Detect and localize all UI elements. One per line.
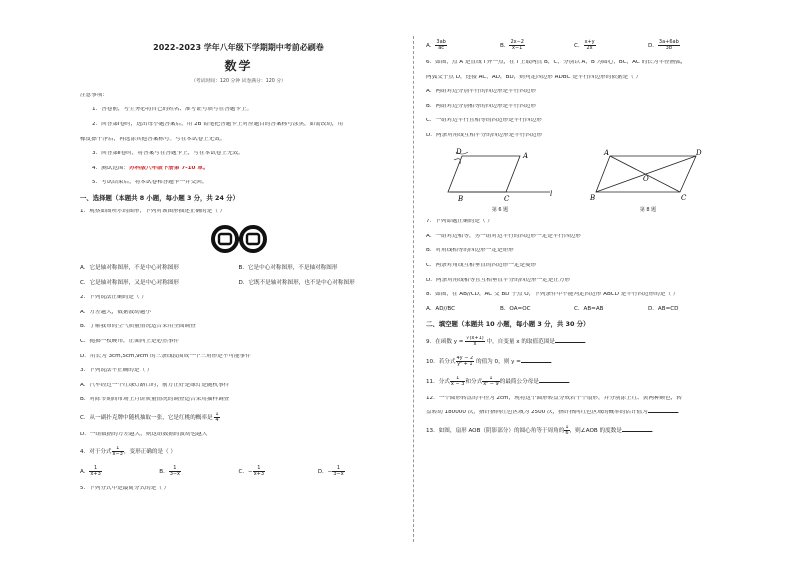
q11-num-2: 1 (482, 376, 500, 382)
q3-option-c-text: C．从一副扑克牌中随机抽取一张，它是红桃的概率是 (80, 414, 213, 421)
svg-text:l: l (550, 189, 553, 198)
note-1: 1．答卷前，考生务必将自己的姓名、准考证号填写在答题卡上。 (92, 107, 253, 113)
q4-option-a[interactable] (80, 466, 159, 477)
svg-text:D: D (696, 148, 702, 157)
q5-d-label: D． (648, 43, 658, 49)
q4-option-b[interactable] (159, 466, 238, 477)
q5-options (426, 40, 722, 51)
note-2: 2．回答第Ⅰ卷时，选出每小题答案后，用 2B 铅笔把答题卡上对应题目的答案标号涂黑，如需改动，用 (92, 121, 344, 127)
q4-d-num: 1 (332, 466, 344, 472)
q4-c-num: 1 (253, 466, 265, 472)
q7-option-b[interactable]: B．对角线相等的四边形一定是矩形 (426, 248, 514, 254)
q4-stem-pre: 4．对于分式 (80, 449, 112, 456)
q8-option-d[interactable]: D．AB=CD (648, 305, 679, 312)
q3-option-c[interactable] (80, 412, 397, 423)
q11-frac-2 (482, 376, 500, 387)
q5-a-frac (435, 40, 446, 51)
q4-b-frac (169, 466, 181, 477)
q4-option-c[interactable] (239, 466, 318, 477)
q5-d-num: 3a+6ab (658, 39, 679, 45)
q5-d-frac (658, 40, 680, 51)
q4-stem-den: x−3 (112, 451, 123, 458)
q12-line-1: 12．一个圆形转盘的半径为 2cm，现将这个圆形转盘分成若干个扇形，并分别涂上红、黄两种颜色，转 (426, 395, 682, 401)
q10-den: y² + 1 (457, 360, 473, 367)
q6-option-d[interactable]: D．两条对角线互相平分的四边形是平行四边形 (426, 132, 543, 138)
figure-6-caption: 第 6 题 (491, 207, 509, 214)
q4-stem (80, 446, 397, 457)
note-3: 3．回答第Ⅱ卷时，将答案写在答题卡上，写在本试卷上无效。 (92, 151, 244, 157)
section1-title: 一、选择题（本题共 8 小题，每小题 3 分，共 24 分） (80, 193, 239, 202)
q10-post: 的值为 0，则 y = (474, 358, 521, 365)
double-ring-logo-icon (210, 224, 268, 254)
q3-stem: 3．下列说法不正确的是（ ） (80, 368, 153, 374)
q11-post: 的最简公分母是 (499, 378, 539, 385)
q8-options (426, 307, 722, 313)
note-4-label: 4．测试范围： (92, 165, 130, 171)
q4-stem-num: 1 (112, 446, 124, 452)
q12-line-2-text: 盘转动 180000 次，指针指向红色区域为 2500 次，指针指向红色区域的概率的估计值为 (426, 410, 648, 416)
q9-pre: 9．在函数 y = (426, 338, 464, 345)
note-4 (80, 166, 397, 172)
q6-option-a[interactable]: A．两组对边分别平行的四边形是平行四边形 (426, 89, 537, 95)
q5-option-d[interactable] (648, 40, 722, 51)
q13-den: 6 (565, 429, 569, 436)
q5-stem: 5．下列分式中是最简分式的是（ ） (80, 486, 170, 492)
q4-a-num: 1 (89, 466, 101, 472)
q5-b-frac (509, 40, 525, 51)
q4-d-frac (332, 466, 344, 477)
note-2-cont: 橡皮擦干净后，再选涂其他答案标号。写在本试卷上无效。 (80, 136, 226, 142)
q1-option-b[interactable]: B．它是中心对称图形，不是轴对称图形 (238, 264, 338, 271)
q11-den-1: x − 3 (450, 380, 465, 387)
q8-option-c[interactable]: C．AB=AB (574, 305, 604, 312)
exam-title: 2022-2023 学年八年级下学期期中考前必刷卷 (153, 43, 324, 52)
exam-meta: （考试时间：120 分钟 试卷满分：120 分） (191, 79, 286, 84)
q7-option-c[interactable]: C．两条对角线互相垂直的四边形一定是菱形 (426, 262, 537, 268)
q10-pre: 10．若分式 (426, 358, 456, 365)
q3-option-d[interactable]: D．一组数据的方差越大，则这组数据的波动也越大 (80, 431, 208, 437)
q9-num: √(x+1) (466, 335, 484, 341)
test-range: 苏科版八年级下册第 7-10 章。 (129, 165, 209, 171)
q1-figure (80, 224, 397, 254)
q8-option-b[interactable]: B．OA=OC (500, 305, 531, 312)
q10-num: 4y − 2 (456, 355, 474, 361)
q13-post: ，则∠AOB 的度数是 (569, 427, 622, 434)
q4-option-d[interactable] (318, 466, 397, 477)
note-5: 5．考试结束后，将本试卷和答题卡一并交回。 (92, 180, 208, 186)
q4-stem-post: ，变形正确的是（ ） (123, 449, 176, 456)
right-column (426, 40, 722, 445)
q6-stem-2: 两弧交于点 D，连接 AC，AD，BD，则判定四边形 ADBC 是平行四边形的依据是（ ） (426, 74, 642, 80)
q5-c-label: C． (574, 43, 584, 49)
q4-c-frac (253, 466, 265, 477)
q5-b-den: x−1 (512, 45, 523, 51)
svg-text:A: A (604, 148, 610, 157)
q3-option-b[interactable]: B．对除节期间市场上月饼质量情况的调查适合采用抽样调查 (80, 397, 230, 403)
q8-stem: 8．如图，在 AB//CD，AC 交 BD 于点 O，下列条件中不能判定四边形 ABCD 是平行四边形的是（ ） (426, 292, 679, 298)
svg-text:C: C (681, 193, 687, 202)
q1-option-d[interactable]: D．它既不是轴对称图形，也不是中心对称图形 (238, 279, 355, 286)
subject-title: 数学 (224, 59, 253, 73)
q5-c-frac (584, 40, 596, 51)
q6-stem-1: 6．如图，点 A 是直线 l 外一点，在 l 上取两点 B，C，分别以 A，B 为圆心，BC，AC 的长为半径画弧， (426, 60, 687, 65)
q5-option-c[interactable] (574, 40, 648, 51)
q5-a-den: ac (438, 45, 445, 51)
q13-num: 1 (565, 424, 569, 430)
svg-text:C: C (504, 194, 510, 203)
q13-pre: 13．如图，扇形 AOB（阴影部分）的圆心角等于周角的 (426, 427, 565, 434)
q9-answer-blank[interactable] (555, 342, 585, 343)
q4-a-label: A． (80, 469, 90, 476)
svg-text:B: B (590, 193, 596, 202)
q11-frac-1 (450, 376, 466, 387)
q4-d-label: D．− (317, 469, 333, 476)
q1-stem: 1．观察如图所示的图形，下列对该图形描述正确的是（ ） (80, 209, 226, 215)
notes-heading: 注意事项： (80, 92, 108, 98)
q4-a-den: x+3 (90, 471, 101, 478)
q9-frac (465, 336, 484, 347)
q1-option-c[interactable]: C．它是轴对称图形，又是中心对称图形 (80, 279, 180, 286)
q2-option-a[interactable]: A．方差越大，数据波动越小 (80, 309, 151, 315)
q5-b-num: 2x−2 (510, 39, 524, 45)
section2-title: 二、填空题（本题共 10 小题，每小题 3 分，共 30 分） (426, 320, 590, 329)
q13-answer-blank[interactable] (622, 431, 652, 432)
q4-stem-fraction (112, 446, 124, 457)
q2-option-c[interactable]: C．抛掷一枚硬币，正面向上是必然事件 (80, 338, 180, 344)
q11-num-1: 1 (450, 376, 466, 382)
figure-8-caption: 第 8 题 (639, 207, 657, 214)
q4-b-den: 3−x (169, 471, 181, 478)
q11-mid: 和分式 (465, 378, 483, 385)
q5-b-label: B． (500, 43, 510, 49)
q5-c-num: x+y (584, 39, 595, 45)
q6-option-c[interactable]: C．一组对边平行且相等的四边形是平行四边形 (426, 118, 542, 124)
q10-answer-blank[interactable] (521, 362, 551, 363)
q4-a-frac (89, 466, 101, 477)
q4-b-num: 1 (169, 466, 181, 472)
parallelogram-figure-6 (440, 148, 560, 204)
q2-option-b[interactable]: B．了解我市的空气质量情况适合采用全面调查 (80, 324, 196, 330)
q4-c-den: x+3 (253, 471, 265, 478)
q4-options (80, 466, 397, 477)
q11-answer-blank[interactable] (539, 382, 569, 383)
q11-pre: 11．分式 (426, 378, 450, 385)
q3-frac-den: 4 (215, 416, 219, 423)
q12-answer-blank[interactable] (648, 412, 678, 413)
q1-options-row2 (80, 281, 397, 287)
q8-option-a[interactable]: A．AD//BC (426, 305, 455, 312)
figures-row (426, 148, 722, 214)
q5-option-a[interactable] (426, 40, 500, 51)
svg-text:B: B (458, 194, 464, 203)
figure-6 (440, 148, 560, 214)
q7-option-d[interactable]: D．两条对角线相等且互相垂直平分的四边形一定是正方形 (426, 277, 571, 283)
q5-option-b[interactable] (500, 40, 574, 51)
svg-text:D: D (456, 147, 462, 156)
column-divider (413, 36, 414, 542)
q12-line-2: 盘转动 180000 次，指针指向红色区域为 2500 次，指针指向红色区域的概率的估计值为 ． (426, 410, 684, 416)
q5-d-den: 3b (665, 45, 673, 51)
q4-c-label: C．− (238, 469, 253, 476)
q9: 9．在函数 y = $\frac{√(x+1)}{x}$ 中，自变量 x 的取值范围是 ． (426, 335, 591, 347)
q7-option-a[interactable]: A．一组对边相等，另一组对边平行的四边形一定是平行四边形 (426, 233, 581, 239)
q1-options-row1 (80, 266, 397, 272)
q9-post: 中，自变量 x 的取值范围是 (484, 338, 555, 345)
figure-8 (588, 148, 708, 214)
q1-option-a[interactable]: A．它是轴对称图形，不是中心对称图形 (80, 264, 179, 271)
left-column (80, 40, 397, 501)
parallelogram-figure-8 (588, 148, 708, 204)
q13: 13．如图，扇形 AOB（阴影部分）的圆心角等于周角的 $\frac{1}{6}$ ，则∠AOB 的度数是 ． (426, 424, 658, 436)
q4-d-den: 3−x (333, 471, 344, 478)
q7-stem: 7．下列命题正确的是（ ） (426, 219, 493, 225)
q5-c-den: 2x (586, 45, 593, 51)
q2-stem: 2．下列说法正确的是（ ） (80, 295, 147, 301)
q3-frac-num: 1 (215, 411, 219, 417)
q11: 11．分式 $\frac{1}{x - 3}$ 和分式 $\frac{1}{\text{x² − 9}}$ 的最简公分母是 ． (426, 375, 575, 387)
q2-option-d[interactable]: D．用长为 3cm,5cm,9cm 的三条线段围成一个三角形是不可能事件 (80, 353, 251, 359)
q5-a-num: 3ab (436, 39, 446, 45)
q10: 10．若分式 $\frac{4y - 2}{\text{y² + 1}}$ 的值为 0，则 y = ． (426, 355, 557, 367)
q5-a-label: A． (426, 43, 436, 49)
q10-frac (456, 356, 475, 367)
q3-option-a[interactable]: A．汽车经过一个红绿灯路口时，前方正好是绿灯是随机事件 (80, 382, 230, 388)
q6-option-b[interactable]: B．两组对边分别相等的四边形是平行四边形 (426, 103, 537, 109)
q4-b-label: B． (159, 469, 169, 476)
svg-text:A: A (523, 151, 529, 160)
q11-den-2: x² − 9 (483, 380, 499, 387)
q9-den: x (473, 340, 477, 347)
q3-fraction (214, 412, 219, 423)
svg-text:O: O (643, 174, 649, 183)
